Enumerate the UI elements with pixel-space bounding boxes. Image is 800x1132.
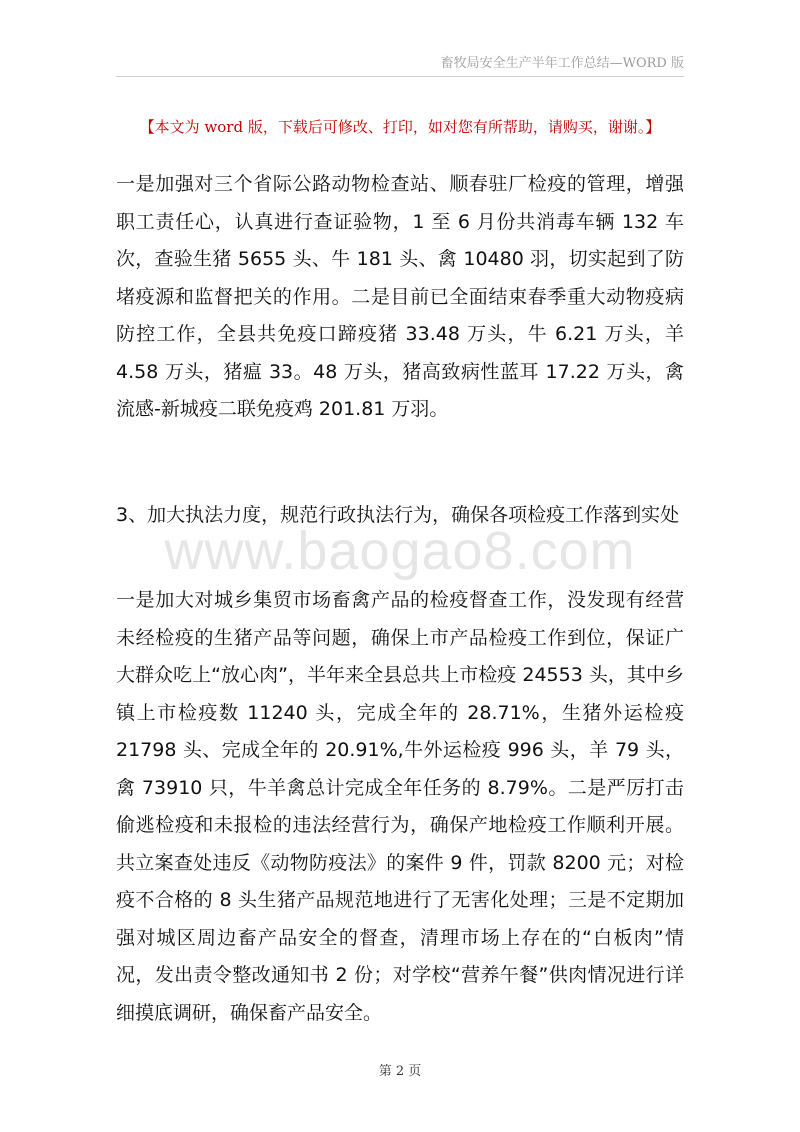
body-paragraph-2: 一是加大对城乡集贸市场畜禽产品的检疫督查工作，没发现有经营未经检疫的生猪产品等问题，确保上市产品检疫工作到位，保证广大群众吃上“放心肉”，半年来全县总共上市检疫 24553 头，其中乡镇上市检疫数 11240 头，完成全年的 28.71%，生猪外运检疫 21798 头、完成全年的 20.91%,牛外运检疫 996 头，羊 79 头，禽 73910 只，牛羊禽总计完成全年任务的 8.79%。二是严厉打击偷逃检疫和未报检的违法经营行为，确保产地检疫工作顺利开展。共立案查处违反《动物防疫法》的案件 9 件，罚款 8200 元；对检疫不合格的 8 头生猪产品规范地进行了无害化处理；三是不定期加强对城区周边畜产品安全的督查，清理市场上存在的“白板肉”情况，发出责令整改通知书 2 份；对学校“营养午餐”供肉情况进行详细摸底调研，确保畜产品安全。 xyxy=(116,589,684,1024)
header-divider xyxy=(116,76,684,77)
page-number: 第 2 页 xyxy=(378,1064,422,1079)
watermark-text: www.baogao8.com xyxy=(164,521,636,581)
section-heading: 3、加大执法力度，规范行政执法行为，确保各项检疫工作落到实处 xyxy=(116,504,680,526)
header-title: 畜牧局安全生产半年工作总结—WORD 版 xyxy=(440,56,684,71)
body-paragraph-1: 一是加强对三个省际公路动物检查站、顺春驻厂检疫的管理，增强职工责任心，认真进行查证验物，1 至 6 月份共消毒车辆 132 车次，查验生猪 5655 头、牛 181 头、禽 10480 羽，切实起到了防堵疫源和监督把关的作用。二是目前已全面结束春季重大动物疫病防控工作，全县共免疫口蹄疫猪 33.48 万头，牛 6.21 万头，羊 4.58 万头，猪瘟 33。48 万头，猪高致病性蓝耳 17.22 万头，禽流感-新城疫二联免疫鸡 201.81 万羽。 xyxy=(116,173,684,420)
purchase-notice: 【本文为 word 版，下载后可修改、打印，如对您有所帮助，请购买，谢谢。】 xyxy=(139,118,661,136)
